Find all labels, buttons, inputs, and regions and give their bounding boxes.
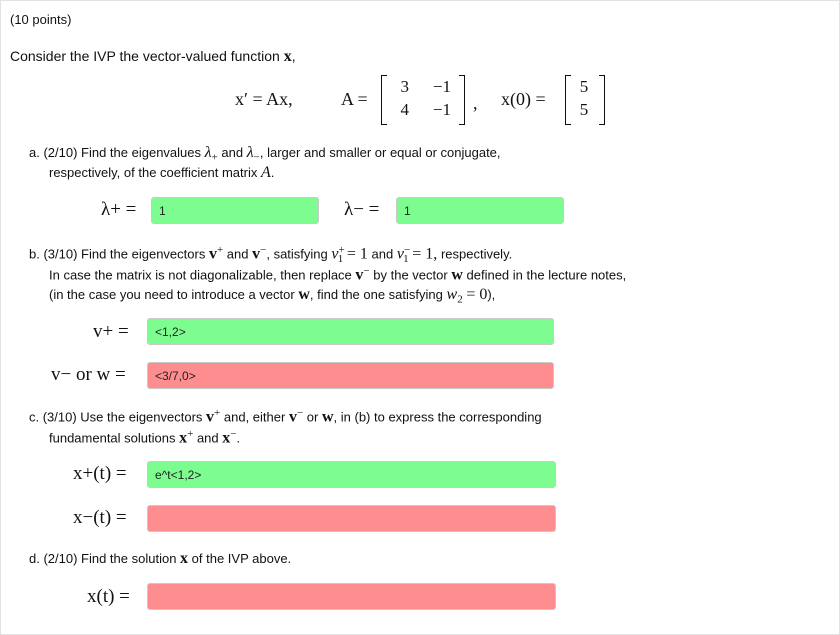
vector-x0 [565,75,605,125]
part-c-line2: fundamental solutions x+ and x−. [49,428,241,447]
matrix-a-label: A = [341,89,368,109]
part-a-line1: a. (2/10) Find the eigenvalues $\lambda_+$ and $\lambda_-$, larger and smaller or equal or conjugate, [29,144,501,164]
intro-text: Consider the IVP the vector-valued function x, [10,48,296,65]
part-b-line3: (in the case you need to introduce a vector w, find the one satisfying $w_2 = 0$), [49,286,496,306]
part-c-line1: c. (3/10) Use the eigenvectors v+ and, either v− or w, in (b) to express the corresponding [29,407,542,426]
matrix-a-right-bracket [459,75,465,125]
equation-lhs: x′ = Ax, [235,89,293,109]
matrix-a [381,75,465,125]
part-a-line2: respectively, of the coefficient matrix A. [49,164,275,181]
matrix-a-cell: −1 [432,100,451,119]
x-minus-input[interactable] [147,505,556,532]
v-plus-label: v+ = [93,321,129,342]
v-minus-or-w-input[interactable] [147,362,554,389]
v-plus-input[interactable] [147,318,554,345]
x-solution-label: x(t) = [87,586,130,607]
vector-x0-cell: 5 [579,77,589,96]
lambda-plus-label: λ+ = [101,199,137,220]
matrix-a-left-bracket [381,75,387,125]
matrix-a-cell: 4 [400,100,409,119]
lambda-minus-input[interactable] [396,197,564,224]
x-plus-label: x+(t) = [73,463,127,484]
matrix-a-cell: 3 [400,77,409,96]
v-minus-or-w-label: v− or w = [51,364,126,385]
x0-label: x(0) = [501,89,546,109]
x-plus-input[interactable] [147,461,556,488]
lambda-minus-label: λ− = [344,199,380,220]
part-b-line2: In case the matrix is not diagonalizable, then replace v− by the vector w defined in the lecture notes, [49,265,627,284]
lambda-plus-input[interactable] [151,197,319,224]
vector-x0-cell: 5 [579,100,589,119]
part-d-line1: d. (2/10) Find the solution x of the IVP above. [29,550,292,567]
part-b-line1: b. (3/10) Find the eigenvectors v+ and v−, satisfying $v^+_1 = 1$ and $v^-_1 = 1$, respectively. [29,244,513,265]
vector-x0-right-bracket [599,75,605,125]
x-minus-label: x−(t) = [73,507,127,528]
x-solution-input[interactable] [147,583,556,610]
equation-comma: , [473,93,478,113]
points-label: (10 points) [10,12,72,27]
vector-x0-left-bracket [565,75,571,125]
matrix-a-cell: −1 [432,77,451,96]
